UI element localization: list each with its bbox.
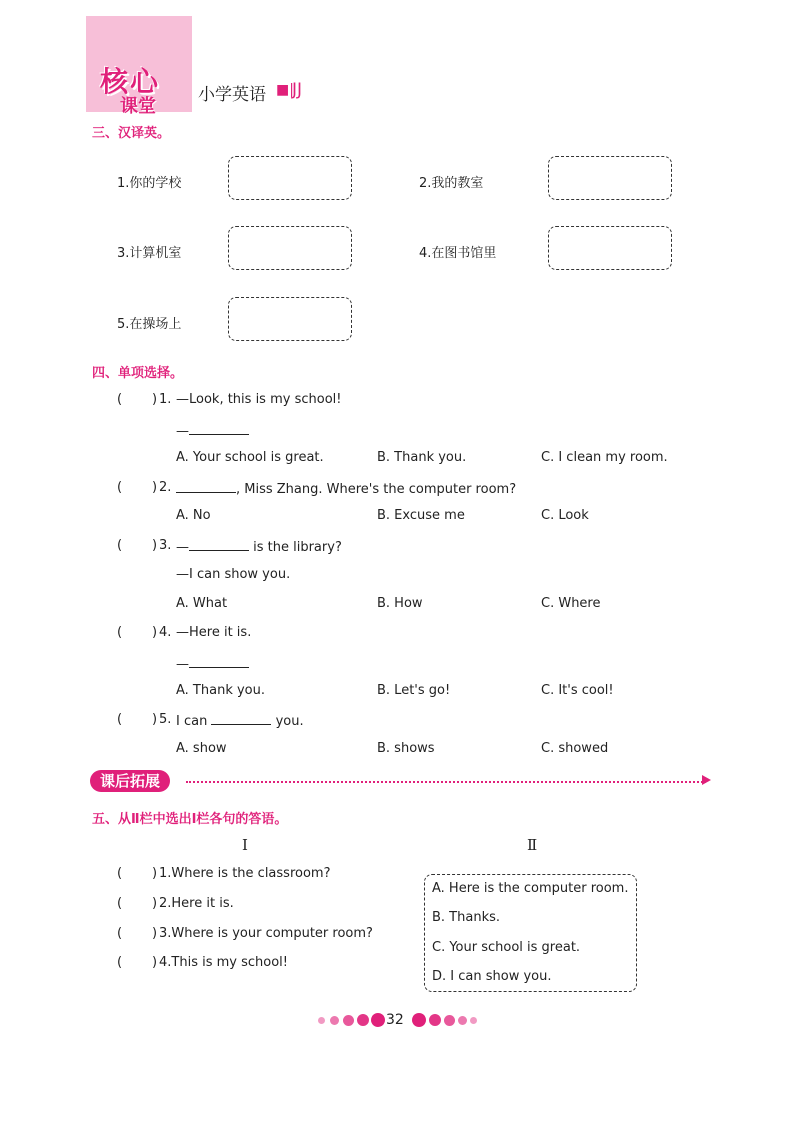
q1-option-c[interactable]: C. I clean my room. <box>541 450 668 465</box>
page-number: 32 <box>386 1012 404 1028</box>
match-1-paren-open: ( <box>117 866 123 881</box>
match-question-4: 4.This is my school! <box>159 955 288 970</box>
section3-title: 三、汉译英。 <box>92 126 171 141</box>
q5-stem <box>176 712 304 729</box>
match-question-3: 3.Where is your computer room? <box>159 926 373 941</box>
footer-dot-icon <box>343 1015 354 1026</box>
q2-number: 2. <box>159 480 172 495</box>
q2-paren-open: ( <box>117 480 123 495</box>
q4-option-c[interactable]: C. It's cool! <box>541 683 614 698</box>
match-4-paren-close: ) <box>152 955 158 970</box>
q2-blank[interactable] <box>176 480 236 493</box>
section3-item-5-answer-box[interactable] <box>228 297 352 341</box>
header-subject: 小学英语 <box>198 85 266 105</box>
q1-blank[interactable] <box>189 422 249 435</box>
arrow-right-icon <box>702 775 711 785</box>
footer-dot-icon <box>357 1014 369 1026</box>
q4-paren-close: ) <box>152 625 158 640</box>
q4-paren-open: ( <box>117 625 123 640</box>
q3-reply: —I can show you. <box>176 567 291 582</box>
q5-stem-after: you. <box>271 714 304 729</box>
section3-item-4-answer-box[interactable] <box>548 226 672 270</box>
banner-dotted-line <box>186 781 706 783</box>
match-3-paren-close: ) <box>152 926 158 941</box>
header-separator: ■| <box>276 82 294 98</box>
q5-option-c[interactable]: C. showed <box>541 741 609 756</box>
match-2-paren-close: ) <box>152 896 158 911</box>
section3-item-2-label: 2.我的教室 <box>419 176 484 191</box>
column-2-header: Ⅱ <box>527 836 538 854</box>
q2-stem-text: , Miss Zhang. Where's the computer room? <box>236 482 517 497</box>
footer-dot-icon <box>470 1017 477 1024</box>
footer-dot-icon <box>412 1013 426 1027</box>
q5-number: 5. <box>159 712 172 727</box>
q1-number: 1. <box>159 392 172 407</box>
match-question-1: 1.Where is the classroom? <box>159 866 331 881</box>
q3-paren-open: ( <box>117 538 123 553</box>
q2-stem <box>176 480 516 497</box>
footer-dot-icon <box>458 1016 467 1025</box>
q4-stem: —Here it is. <box>176 625 252 640</box>
q3-stem-text: is the library? <box>249 540 342 555</box>
q2-option-b[interactable]: B. Excuse me <box>377 508 465 523</box>
section3-item-3-answer-box[interactable] <box>228 226 352 270</box>
section5-title: 五、从Ⅱ栏中选出Ⅰ栏各句的答语。 <box>92 812 288 827</box>
section3-item-4-label: 4.在图书馆里 <box>419 246 497 261</box>
match-1-paren-close: ) <box>152 866 158 881</box>
q2-option-c[interactable]: C. Look <box>541 508 589 523</box>
q2-paren-close: ) <box>152 480 158 495</box>
logo-title: 核心 <box>100 65 161 98</box>
q3-paren-close: ) <box>152 538 158 553</box>
section3-item-1-label: 1.你的学校 <box>117 176 182 191</box>
q3-option-a[interactable]: A. What <box>176 596 228 611</box>
q5-option-a[interactable]: A. show <box>176 741 227 756</box>
q1-reply-prefix: — <box>176 424 189 439</box>
q1-stem: —Look, this is my school! <box>176 392 342 407</box>
match-2-paren-open: ( <box>117 896 123 911</box>
q4-reply-prefix: — <box>176 657 189 672</box>
answer-option-c[interactable]: C. Your school is great. <box>432 940 581 955</box>
footer-dot-icon <box>429 1014 441 1026</box>
section3-item-5-label: 5.在操场上 <box>117 317 182 332</box>
q5-paren-close: ) <box>152 712 158 727</box>
q1-paren-open: ( <box>117 392 123 407</box>
section3-item-3-label: 3.计算机室 <box>117 246 182 261</box>
header-edition: JJ <box>292 80 303 100</box>
q3-number: 3. <box>159 538 172 553</box>
section4-title: 四、单项选择。 <box>92 366 184 381</box>
match-question-2: 2.Here it is. <box>159 896 234 911</box>
footer-dot-icon <box>371 1013 385 1027</box>
answer-option-d[interactable]: D. I can show you. <box>432 969 552 984</box>
q3-blank[interactable] <box>189 538 249 551</box>
q1-reply-line[interactable] <box>176 422 249 439</box>
q5-paren-open: ( <box>117 712 123 727</box>
footer-dot-icon <box>444 1015 455 1026</box>
footer-dot-icon <box>318 1017 325 1024</box>
q3-option-b[interactable]: B. How <box>377 596 423 611</box>
q3-option-c[interactable]: C. Where <box>541 596 601 611</box>
q4-reply-line[interactable] <box>176 655 249 672</box>
match-4-paren-open: ( <box>117 955 123 970</box>
q5-stem-before: I can <box>176 714 212 729</box>
q4-blank[interactable] <box>189 655 249 668</box>
match-3-paren-open: ( <box>117 926 123 941</box>
q5-option-b[interactable]: B. shows <box>377 741 435 756</box>
q1-paren-close: ) <box>152 392 158 407</box>
q4-number: 4. <box>159 625 172 640</box>
q4-option-b[interactable]: B. Let's go! <box>377 683 451 698</box>
q1-option-b[interactable]: B. Thank you. <box>377 450 467 465</box>
section3-item-2-answer-box[interactable] <box>548 156 672 200</box>
q4-option-a[interactable]: A. Thank you. <box>176 683 265 698</box>
answer-option-b[interactable]: B. Thanks. <box>432 910 501 925</box>
q3-stem-prefix: — <box>176 540 189 555</box>
q5-blank[interactable] <box>211 712 271 725</box>
q1-option-a[interactable]: A. Your school is great. <box>176 450 324 465</box>
extension-banner: 课后拓展 <box>90 770 170 792</box>
q3-stem <box>176 538 342 555</box>
section3-item-1-answer-box[interactable] <box>228 156 352 200</box>
footer-dot-icon <box>330 1016 339 1025</box>
logo-subtitle: 课堂 <box>120 96 156 117</box>
q2-option-a[interactable]: A. No <box>176 508 211 523</box>
column-1-header: Ⅰ <box>242 836 248 854</box>
answer-option-a[interactable]: A. Here is the computer room. <box>432 881 629 896</box>
